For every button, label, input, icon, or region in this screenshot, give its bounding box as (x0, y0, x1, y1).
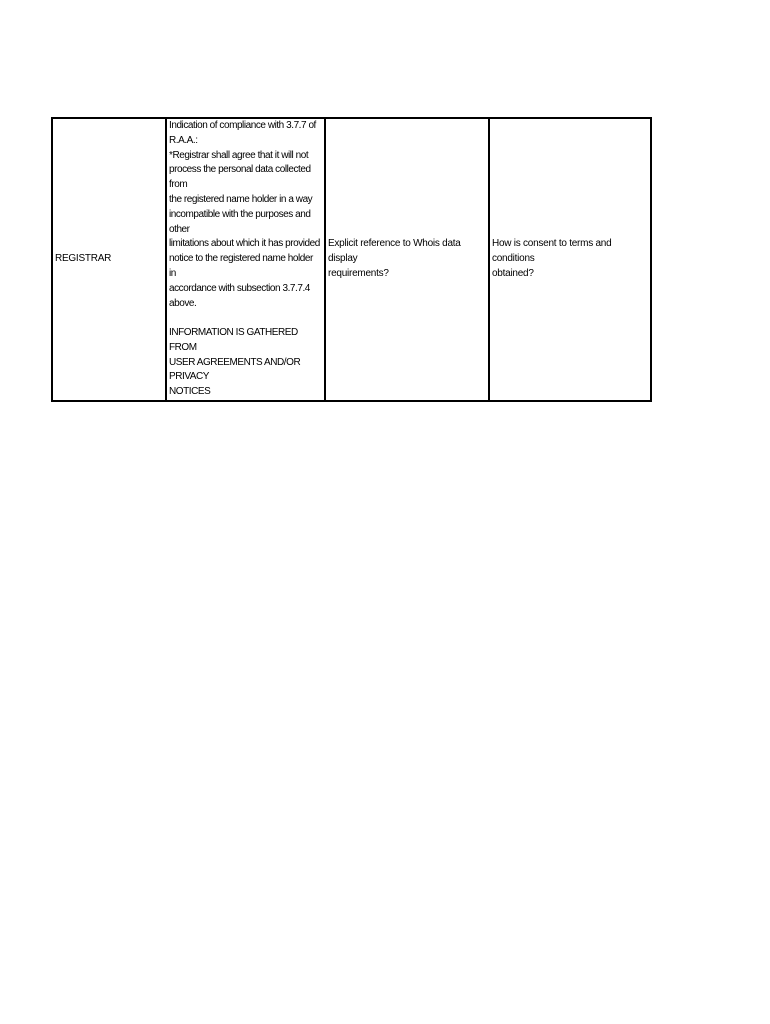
table-cell-whois-reference (324, 119, 488, 400)
cell-text-whois-reference: Explicit reference to Whois data display requirements? (328, 238, 461, 279)
table-cell-registrar (53, 119, 165, 400)
cell-text-consent: How is consent to terms and conditions obtained? (492, 238, 612, 279)
table-cell-consent (488, 119, 650, 400)
requirements-table (51, 117, 652, 402)
cell-text-registrar: REGISTRAR (55, 253, 112, 265)
cell-text-compliance-indication: Indication of compliance with 3.7.7 of R.A.A.: *Registrar shall agree that it will not process the personal data collected from the registered name holder in a way incompatible with the purposes and other limitations about which it has provided notice to the registered name holder in accordance with subsection 3.7.7.4 above. INFORMATION IS GATHERED FROM USER AGREEMENTS AND/OR PRIVACY NOTICES (169, 119, 320, 398)
table-cell-compliance-indication (165, 119, 324, 400)
